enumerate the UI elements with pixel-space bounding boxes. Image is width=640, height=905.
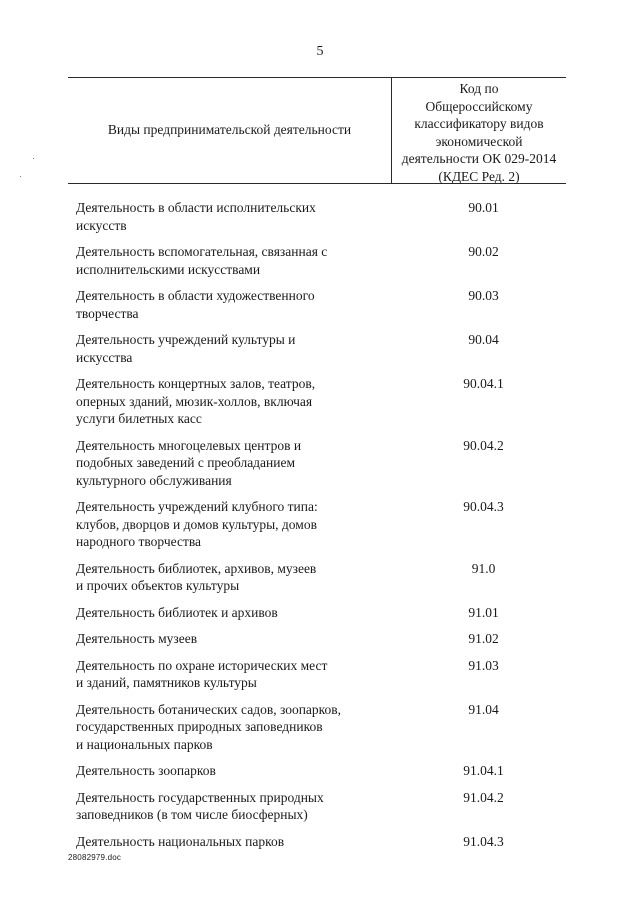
table-row [76,437,569,490]
activity-table-body [76,199,569,859]
activity-name-line: Деятельность по охране исторических мест [76,657,328,673]
footer-file-code: 28082979.doc [68,853,122,862]
table-row [76,331,569,366]
table-row [76,375,569,428]
activity-name-line: оперных зданий, мюзик-холлов, включая [76,393,313,409]
activity-name [76,604,386,622]
activity-name-line: подобных заведений с преобладанием [76,455,296,470]
activity-name-line: и прочих объектов культуры [76,578,240,593]
okved-code: 90.04.3 [463,499,504,514]
okved-code: 90.04.2 [463,437,504,453]
header-activity-cell [68,77,391,183]
activity-name [76,199,386,234]
activity-name-line: Деятельность ботанических садов, зоопарков, [76,701,342,717]
activity-name [76,762,386,780]
activity-name [76,657,386,692]
table-row [76,701,569,754]
activity-name-line: Деятельность концертных залов, театров, [76,376,316,391]
activity-name [76,701,386,754]
activity-name [76,287,386,322]
okved-code: 90.02 [468,244,499,259]
okved-code: 91.0 [471,560,496,576]
activity-name-line: Деятельность в области художественного [76,288,315,303]
okved-code: 91.02 [468,631,499,646]
activity-name-line: Деятельность национальных парков [76,833,285,849]
activity-name-line: Деятельность учреждений культуры и [76,332,296,347]
activity-name-line: Деятельность учреждений клубного типа: [76,499,318,514]
activity-name-line: услуги билетных касс [76,411,202,426]
table-row [76,630,569,648]
table-row [76,833,569,851]
activity-name-line: Деятельность государственных природных [76,789,324,805]
table-row [76,287,569,322]
activity-name-line: Деятельность зоопарков [76,763,216,778]
header-code-line: деятельности ОК 029-2014 [401,151,557,166]
okved-code: 91.01 [468,604,499,620]
activity-name-line: клубов, дворцов и домов культуры, домов [76,516,317,532]
table-row [76,199,569,234]
activity-name-line: и национальных парков [76,736,213,752]
okved-code: 90.01 [468,200,499,215]
header-activity-label: Виды предпринимательской деятельности [107,122,352,137]
okved-code: 91.04 [468,701,499,717]
activity-name [76,331,386,366]
activity-name-line: заповедников (в том числе биосферных) [76,807,308,822]
activity-name-line: народного творчества [76,534,202,549]
scan-speck [20,176,21,177]
table-row [76,604,569,622]
okved-code: 90.03 [468,288,499,303]
activity-name-line: Деятельность библиотек, архивов, музеев [76,560,317,576]
header-code-line: экономической [435,133,523,149]
activity-name-line: Деятельность многоцелевых центров и [76,437,302,453]
table-row [76,762,569,780]
okved-code: 91.04.1 [463,763,504,778]
okved-code: 90.04.1 [463,376,504,391]
activity-name-line: Деятельность вспомогательная, связанная с [76,244,328,259]
okved-code: 91.04.2 [463,789,504,805]
okved-code: 90.04 [468,332,499,347]
table-row [76,789,569,824]
okved-code: 91.03 [468,657,499,673]
header-code-line: (КДЕС Ред. 2) [438,168,520,184]
activity-name-line: государственных природных заповедников [76,719,323,734]
activity-name [76,630,386,648]
page-number: 5 [316,44,324,59]
table-row [76,243,569,278]
table-row [76,498,569,551]
activity-name-line: и зданий, памятников культуры [76,675,257,690]
activity-name-line: культурного обслуживания [76,472,232,488]
activity-name [76,560,386,595]
activity-name-line: творчества [76,305,139,321]
scan-speck [33,158,34,159]
activity-name [76,375,386,428]
activity-name [76,833,386,851]
header-code-cell [392,80,566,185]
table-row [76,657,569,692]
activity-name-line: Деятельность библиотек и архивов [76,604,278,620]
activity-name [76,498,386,551]
header-code-line: Общероссийскому [425,98,533,114]
activity-name-line: Деятельность в области исполнительских [76,200,316,215]
activity-name [76,243,386,278]
activity-name-line: Деятельность музеев [76,631,198,646]
header-code-line: Код по [459,81,499,96]
okved-code: 91.04.3 [463,833,504,849]
activity-name-line: исполнительскими искусствами [76,261,261,277]
activity-name-line: искусства [76,349,133,365]
activity-name [76,789,386,824]
table-row [76,560,569,595]
activity-name [76,437,386,490]
activity-name-line: искусств [76,217,127,233]
header-code-line: классификатору видов [414,116,544,131]
